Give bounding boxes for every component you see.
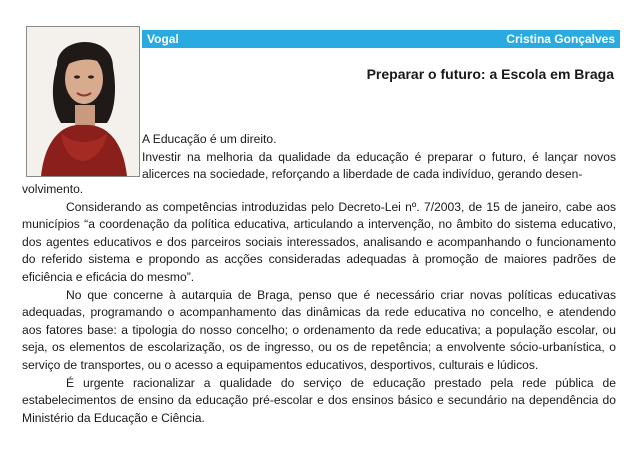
article-title: Preparar o futuro: a Escola em Braga: [366, 66, 614, 82]
author-portrait-image: [27, 27, 139, 176]
body-paragraph-2: Considerando as competências introduzidas pelo Decreto-Lei nº. 7/2003, de 15 de janeiro, cabe aos municípios “a coordenação da política educativa, articulando a intervenção, no âmbito do sistema educativo, dos agentes educativos e dos parceiros sociais interessados, analisando e acompanhando o funcionamento do referido sistema e propondo as acções consideradas adequadas à promoção de maiores padrões de eficiência e eficácia do mesmo”.: [22, 199, 616, 284]
section-banner: [142, 30, 620, 48]
body-paragraph-3: No que concerne à autarquia de Braga, penso que é necessário criar novas políticas educativas adequadas, programando o acompanhamento das dinâmicas da rede educativa no concelho, e atendendo aos fatores base: a tipologia do nosso concelho; o ordenamento da rede educativa; a população escolar, ou seja, os elementos de escolarização, os de ingresso, ou os de repetência; a envolvente sócio-urbanística, o serviço de transportes, ou o acesso a equipamentos educativos, desportivos, culturais e lúdicos.: [22, 287, 616, 372]
article-body: [22, 181, 616, 427]
intro-line: A Educação é um direito.: [142, 132, 277, 146]
intro-paragraph-tail: volvimento.: [22, 182, 84, 196]
article-intro: [142, 131, 616, 184]
author-photo: [26, 26, 140, 177]
section-label: Vogal: [147, 32, 179, 46]
author-name: Cristina Gonçalves: [506, 32, 615, 46]
intro-paragraph: Investir na melhoria da qualidade da educação é preparar o futuro, é lançar novos alicerces na sociedade, reforçando a liberdade de cada indivíduo, gerando desen-: [142, 149, 616, 182]
body-paragraph-4: É urgente racionalizar a qualidade do serviço de educação prestado pela rede pública de estabelecimentos de ensino da educação pré-escolar e dos ensinos básico e secundário na dependência do Ministério da Educação e Ciência.: [22, 375, 616, 425]
